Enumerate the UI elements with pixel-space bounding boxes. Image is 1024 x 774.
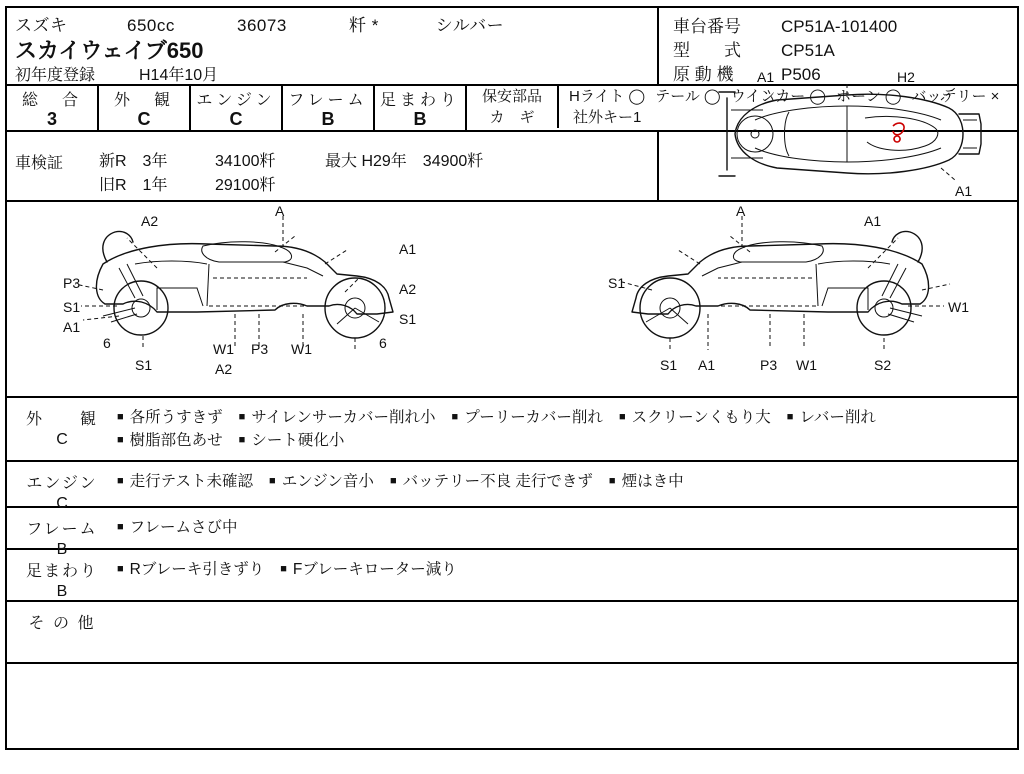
chassis-number [673,12,897,37]
left-label-a-top: A [275,203,285,219]
list-item [619,406,771,429]
condition-engine-label [7,462,117,512]
maker-name: スズキ [15,16,68,35]
mileage-unit: 粁 [349,16,367,35]
list-item [117,429,223,452]
list-item [117,516,238,539]
condition-suspension-items [117,550,1017,600]
bullet-icon: ■ [451,411,459,423]
grade-exterior-value: C [137,109,151,129]
part-headlight-name: Hライト [569,88,625,105]
item-text: フレームさび中 [129,519,238,536]
condition-engine-name: エンジン [26,475,98,492]
list-item [269,470,374,493]
condition-frame-items [117,508,1017,548]
header-summary-line [15,11,504,36]
left-label-a2-top: A2 [141,213,159,229]
list-item [787,406,876,429]
inspection-label: 車検証 [15,155,64,172]
engine-code-value: P506 [781,65,821,84]
list-item [239,429,345,452]
bullet-icon: ■ [117,475,124,487]
grade-frame-value: B [321,109,335,129]
inspection-old-km: 29100粁 [215,177,276,194]
mileage-star: * [371,16,379,35]
first-registration-label: 初年度登録 [15,67,96,84]
bullet-icon: ■ [618,411,626,423]
condition-frame-name: フレーム [26,521,98,538]
scooter-topview-diagram [697,70,997,198]
condition-frame-grade: B [56,541,68,558]
left-label-a1-right: A1 [399,241,417,257]
condition-exterior [7,398,1017,462]
right-label-p3: P3 [760,357,778,373]
model-type-value: CP51A [781,41,835,60]
list-item [280,558,457,581]
side-view-diagrams [7,202,1017,398]
scooter-left-side-diagram [7,202,512,396]
bullet-icon: ■ [117,521,124,533]
left-label-a1-left: A1 [63,319,81,335]
item-text: エンジン音小 [281,473,374,490]
grade-total-label: 総 合 [21,92,82,109]
inspection-max: 最大 H29年 34900粁 [325,153,484,170]
part-battery-name: バッテリー [911,88,987,105]
item-text: スクリーンくもり大 [631,409,771,426]
grade-suspension [375,86,467,130]
left-label-p3: P3 [63,275,81,291]
topview-label-a1-right: A1 [955,183,973,198]
list-item [452,406,603,429]
list-item [609,470,684,493]
key-label: カ ギ [467,107,559,128]
part-headlight-mark: ◯ [628,88,646,105]
bullet-icon: ■ [389,475,397,487]
part-taillight-name: テール [655,88,700,105]
grade-suspension-value: B [413,109,427,129]
condition-other [7,602,1017,664]
bullet-icon: ■ [608,475,616,487]
displacement: 650cc [127,16,175,35]
condition-suspension-grade: B [56,583,68,600]
item-text: 走行テスト未確認 [129,473,254,490]
condition-engine [7,462,1017,512]
bullet-icon: ■ [786,411,794,423]
grade-total-value: 3 [46,109,57,129]
right-label-w1-bottom: W1 [796,357,817,373]
condition-engine-items [117,462,1017,506]
inspection-row-new [99,148,483,171]
topview-label-a1-left: A1 [757,70,775,85]
grade-suspension-label: 足まわり [379,92,460,109]
bullet-icon: ■ [238,434,246,446]
chassis-number-value: CP51A-101400 [781,17,898,36]
first-registration-value: H14年10月 [139,67,219,84]
list-item [390,470,593,493]
body-color: シルバー [435,16,505,35]
part-headlight [559,86,645,107]
right-label-s2: S2 [874,357,892,373]
part-winker-name: ウインカー [730,88,806,105]
grade-frame-label: フレーム [288,92,368,109]
right-label-s1-left: S1 [608,275,626,291]
bullet-icon: ■ [269,475,276,487]
blank-bottom-area [7,664,1017,712]
condition-engine-grade: C [56,495,68,512]
item-text: バッテリー不良 走行できず [402,473,593,490]
item-text: レバー削れ [799,409,876,426]
grade-engine-label: エンジン [196,92,276,109]
left-label-a2-right: A2 [399,281,417,297]
list-item [117,558,264,581]
grade-exterior [99,86,191,130]
inspection-left [7,132,659,200]
condition-other-name: そ の 他 [28,615,96,632]
right-label-s1-bottom: S1 [660,357,678,373]
inspection-row-old [99,172,276,195]
part-horn-mark: ◯ [884,88,902,105]
right-label-w1: W1 [948,299,969,315]
condition-exterior-items [117,398,1017,460]
left-label-s1-right: S1 [399,311,417,327]
grade-total [7,86,99,130]
condition-suspension-name: 足まわり [25,563,98,580]
condition-exterior-grade: C [56,431,68,448]
key-value: 社外キー1 [573,109,642,126]
left-label-p3-bottom: P3 [251,341,269,357]
header-left [7,8,659,84]
condition-other-label [7,602,117,662]
item-text: Fブレーキローター減り [292,561,457,578]
bullet-icon: ■ [117,563,124,575]
condition-suspension [7,550,1017,602]
first-registration [15,62,218,85]
grade-exterior-label: 外 観 [113,92,174,109]
left-label-w1-b: W1 [291,341,312,357]
item-text: シート硬化小 [251,432,345,449]
inspection-new-term: 新R 3年 [99,153,168,170]
scooter-right-side-diagram [512,202,1017,396]
item-text: サイレンサーカバー削れ小 [251,409,436,426]
left-label-w1-a: W1 [213,341,234,357]
bullet-icon: ■ [117,411,124,423]
topview-label-h2: H2 [897,70,915,85]
left-label-6-left: 6 [103,335,111,351]
mileage: 36073 [237,16,287,35]
model-name: スカイウェイブ650 [15,38,204,63]
auction-sheet [5,6,1019,750]
model-type [673,36,835,61]
right-label-a1-bottom: A1 [698,357,716,373]
grade-engine-value: C [229,109,243,129]
item-text: Rブレーキ引きずり [129,561,265,578]
right-label-a1-top: A1 [864,213,882,229]
right-label-a-top: A [736,203,746,219]
item-text: プーリーカバー削れ [464,409,603,426]
left-label-s1-left: S1 [63,299,81,315]
condition-suspension-label [7,550,117,600]
part-horn-name: ホーン [836,88,881,105]
item-text: 各所うすきず [129,409,223,426]
grade-frame [283,86,375,130]
chassis-number-label: 車台番号 [673,17,741,36]
list-item [117,470,253,493]
engine-code-label: 原 動 機 [673,65,734,84]
left-label-6-right: 6 [379,335,387,351]
part-battery-mark: × [990,88,1000,105]
part-taillight-mark: ◯ [703,88,721,105]
bullet-icon: ■ [280,563,287,575]
grade-engine [191,86,283,130]
list-item [239,406,436,429]
left-label-s1-bottom: S1 [135,357,153,373]
list-item [117,406,223,429]
left-label-a2-bottom: A2 [215,361,233,377]
condition-frame [7,508,1017,558]
condition-exterior-label [7,398,117,460]
condition-exterior-name: 外 観 [25,411,98,428]
bullet-icon: ■ [117,434,124,446]
inspection-new-km: 34100粁 [215,153,276,170]
model-type-label: 型 式 [673,41,741,60]
inspection-old-term: 旧R 1年 [99,177,168,194]
condition-frame-label [7,508,117,558]
bullet-icon: ■ [238,411,246,423]
item-text: 煙はき中 [621,473,684,490]
condition-other-items [117,602,1017,662]
item-text: 樹脂部色あせ [129,432,223,449]
part-winker-mark: ◯ [809,88,827,105]
safety-parts-label: 保安部品 [467,86,559,107]
